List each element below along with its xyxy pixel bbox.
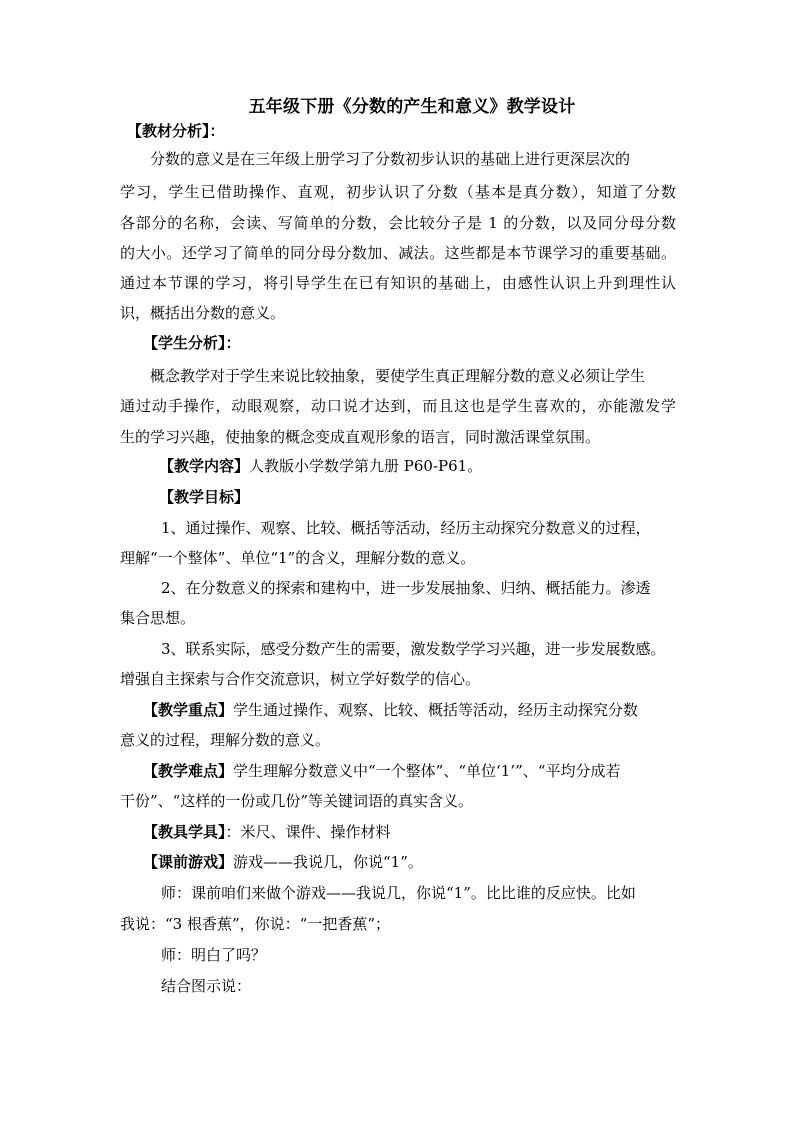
- teaching-goal-2-line-1: 2、在分数意义的探索和建构中，进一步发展抽象、归纳、概括能力。渗透: [161, 579, 651, 597]
- teaching-content-row: [159, 456, 482, 476]
- materials-heading: 【教具学具】: [143, 823, 226, 841]
- teaching-goal-3-line-2: 增强自主探索与合作交流意识，树立学好数学的信心。: [120, 670, 481, 688]
- document-title: 五年级下册《分数的产生和意义》教学设计: [248, 97, 576, 117]
- material-analysis-line-4: 的大小。还学习了简单的同分母分数加、减法。这些都是本节课学习的重要基础。: [120, 244, 676, 262]
- difficulties-line-2: 干份”、“这样的一份或几份”等关键词语的真实含义。: [120, 792, 474, 810]
- pre-class-game-text: 游戏——我说几，你说“1”。: [233, 853, 423, 871]
- teaching-goal-3-line-1: 3、联系实际，感受分数产生的需要，激发数学学习兴趣，进一步发展数感。: [161, 640, 666, 658]
- difficulties-row: [143, 761, 620, 781]
- pre-class-game-row: [143, 852, 423, 872]
- key-points-row: [143, 700, 638, 720]
- teaching-goal-2-line-2: 集合思想。: [120, 609, 196, 627]
- material-analysis-line-3: 各部分的名称，会读、写简单的分数，会比较分子是 1 的分数，以及同分母分数: [120, 214, 676, 232]
- key-points-line-1: 学生通过操作、观察、比较、概括等活动，经历主动探究分数: [233, 701, 639, 719]
- teaching-goal-1-line-2: 理解“一个整体”、单位“1”的含义，理解分数的意义。: [120, 549, 476, 567]
- material-analysis-line-1: 分数的意义是在三年级上册学习了分数初步认识的基础上进行更深层次的: [150, 150, 631, 168]
- material-analysis-line-5: 通过本节课的学习，将引导学生在已有知识的基础上，由感性认识上升到理性认: [120, 274, 676, 292]
- material-analysis-line-6: 识，概括出分数的意义。: [120, 304, 286, 322]
- pre-class-game-heading: 【课前游戏】: [143, 853, 234, 871]
- materials-text: ：米尺、课件、操作材料: [225, 823, 391, 841]
- teacher-line-2: 我说：“3 根香蕉”，你说：“一把香蕉”；: [120, 915, 390, 933]
- teaching-goals-heading: 【教学目标】: [159, 488, 250, 506]
- key-points-line-2: 意义的过程，理解分数的意义。: [120, 731, 331, 749]
- difficulties-heading: 【教学难点】: [143, 762, 234, 780]
- teacher-line-1: 师：课前咱们来做个游戏——我说几，你说“1”。比比谁的反应快。比如: [161, 884, 636, 902]
- teaching-goal-1-line-1: 1、通过操作、观察、比较、概括等活动，经历主动探究分数意义的过程，: [161, 519, 651, 537]
- material-analysis-line-2: 学习，学生已借助操作、直观，初步认识了分数（基本是真分数），知道了分数: [120, 183, 676, 201]
- teaching-content-text: 人教版小学数学第九册 P60-P61。: [249, 457, 483, 475]
- student-analysis-line-1: 概念教学对于学生来说比较抽象，要使学生真正理解分数的意义必须让学生: [150, 367, 646, 385]
- student-analysis-heading: 【学生分析】：: [143, 334, 241, 352]
- combine-with-diagram: 结合图示说：: [161, 977, 252, 995]
- key-points-heading: 【教学重点】: [143, 701, 234, 719]
- difficulties-line-1: 学生理解分数意义中“一个整体”、“单位‘1’”、“平均分成若: [233, 762, 621, 780]
- material-analysis-heading: 【教材分析】：: [127, 122, 225, 140]
- teaching-content-heading: 【教学内容】: [159, 457, 250, 475]
- student-analysis-line-3: 生的学习兴趣，使抽象的概念变成直观形象的语言，同时激活课堂氛围。: [120, 428, 601, 446]
- student-analysis-line-2: 通过动手操作，动眼观察，动口说才达到，而且这也是学生喜欢的，亦能激发学: [120, 397, 676, 415]
- materials-row: [143, 822, 391, 842]
- teacher-question: 师：明白了吗？: [161, 946, 267, 964]
